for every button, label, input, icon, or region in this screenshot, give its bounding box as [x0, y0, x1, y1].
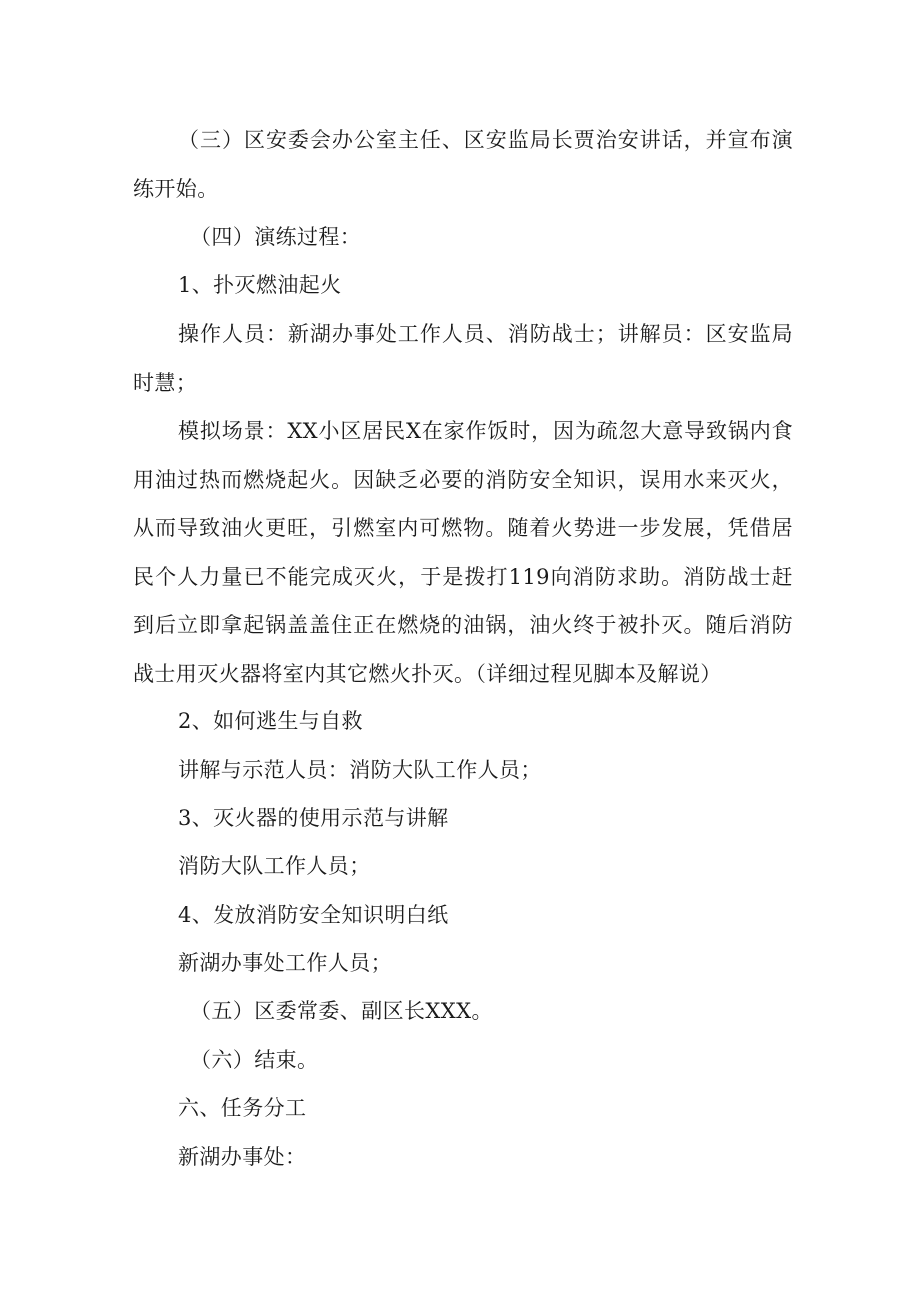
section-heading-drill-process: （四）演练过程： [190, 225, 362, 249]
paragraph-leaflets-staff: 新湖办事处工作人员； [178, 951, 392, 975]
section-heading-vice-mayor: （五）区委常委、副区长XXX。 [190, 999, 493, 1023]
item-heading-oil-fire: 1、扑灭燃油起火 [178, 273, 342, 297]
paragraph-escape-staff: 讲解与示范人员：消防大队工作人员； [178, 758, 542, 782]
paragraph-xinhu-office: 新湖办事处： [178, 1145, 307, 1169]
paragraph-simulated-scenario: 模拟场景：XX小区居民X在家作饭时，因为疏忽大意导致锅内食用油过热而燃烧起火。因缺乏必要的消防安全知识，误用水来灭火，从而导致油火更旺，引燃室内可燃物。随着火势进一步发展，凭借居民个人力量已不能完成灭火，于是拨打119向消防求助。消防战士赶到后立即拿起锅盖盖住正在燃烧的油锅，油火终于被扑灭。随后消防战士用灭火器将室内其它燃火扑灭。（详细过程见脚本及解说） [133, 419, 793, 686]
item-heading-escape: 2、如何逃生与自救 [178, 709, 363, 733]
item-heading-leaflets: 4、发放消防安全知识明白纸 [178, 903, 449, 927]
paragraph-extinguisher-staff: 消防大队工作人员； [178, 854, 371, 878]
item-heading-extinguisher: 3、灭火器的使用示范与讲解 [178, 806, 449, 830]
section-heading-end: （六）结束。 [190, 1048, 319, 1072]
paragraph-opening-speech: （三）区安委会办公室主任、区安监局长贾治安讲话，并宣布演练开始。 [133, 128, 793, 201]
paragraph-operators: 操作人员：新湖办事处工作人员、消防战士；讲解员：区安监局时慧； [133, 322, 793, 395]
section-heading-task-division: 六、任务分工 [178, 1096, 307, 1120]
